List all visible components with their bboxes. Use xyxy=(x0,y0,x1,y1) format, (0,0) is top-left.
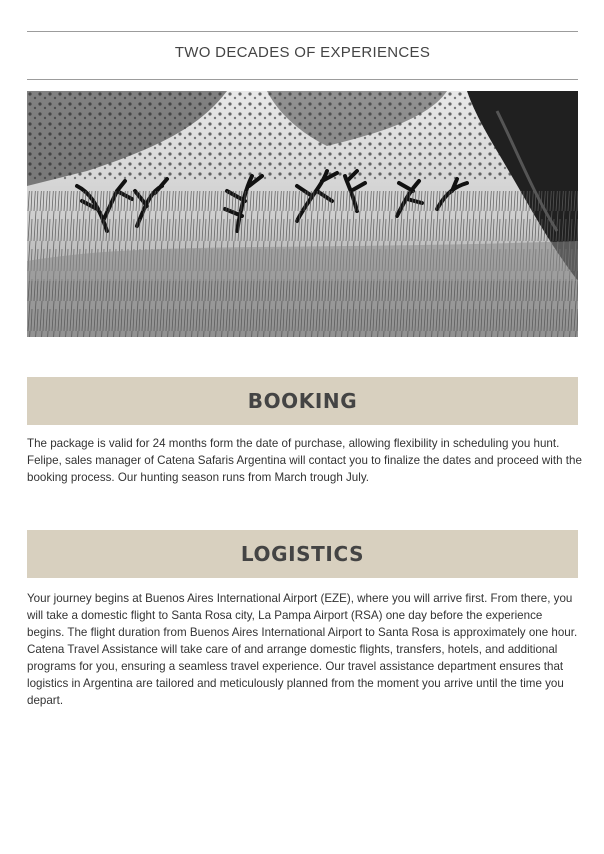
logistics-header xyxy=(27,530,578,578)
section-subtitle: TWO DECADES OF EXPERIENCES xyxy=(174,44,431,61)
booking-text: The package is valid for 24 months form the date of purchase, allowing flexibility in scheduling you hunt. Felipe, sales manager of Catena Safaris Argentina will contact you to finalize the dates and proceed with the booking process. Our hunting season runs from March trough July. xyxy=(27,437,582,484)
hero-photo xyxy=(27,91,578,337)
booking-title: BOOKING xyxy=(247,389,358,413)
subtitle-divider xyxy=(27,79,578,80)
stag-photo-icon xyxy=(27,91,578,337)
top-divider xyxy=(27,31,578,32)
logistics-text: Your journey begins at Buenos Aires International Airport (EZE), where you will arrive first. From there, you will take a domestic flight to Santa Rosa city, La Pampa Airport (RSA) one day before the experience begins. The flight duration from Buenos Aires International Airport to Santa Rosa is approximately one hour. Catena Travel Assistance will take care of and arrange domestic flights, transfers, hotels, and additional programs for you, ensuring a seamless travel experience. Our travel assistance department ensures that logistics in Argentina are tailored and meticulously planned from the moment you arrive until the time you depart. xyxy=(27,592,578,707)
booking-header xyxy=(27,377,578,425)
logistics-title: LOGISTICS xyxy=(240,542,365,566)
